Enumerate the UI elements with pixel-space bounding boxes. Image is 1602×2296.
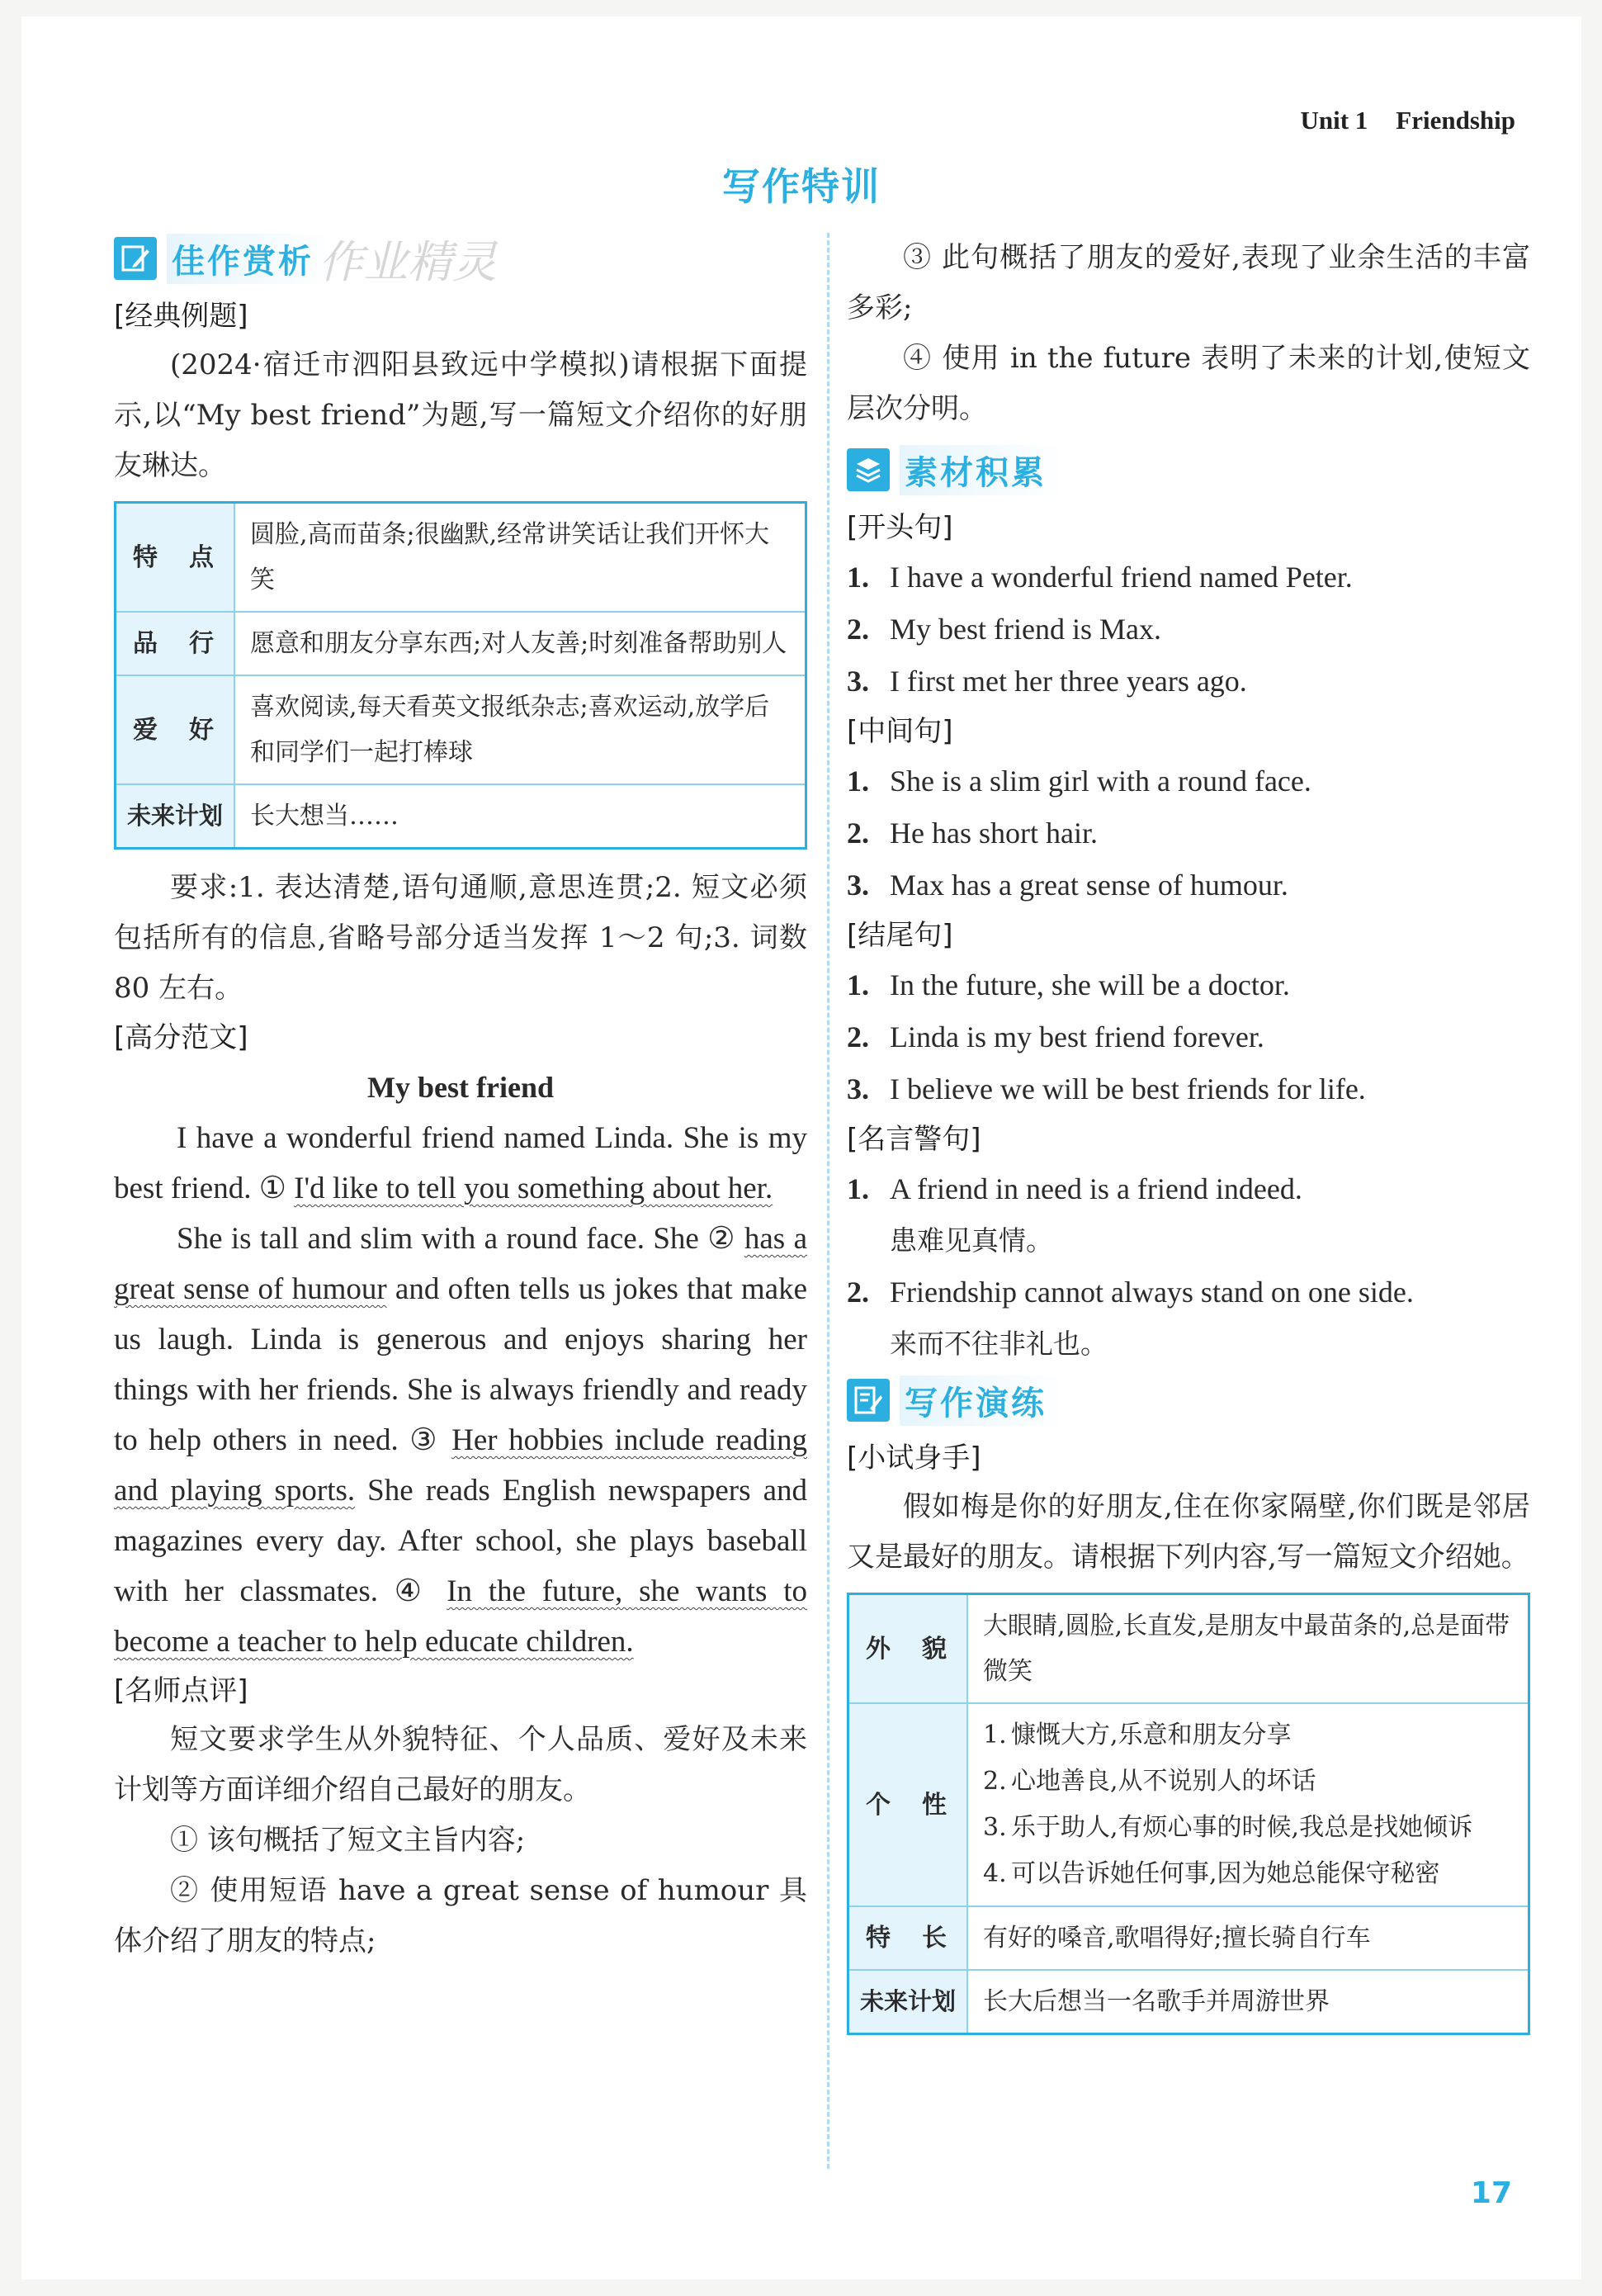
section-header-materials [847, 444, 1530, 495]
item-number: 1. [847, 561, 869, 594]
comment-point: ② 使用短语 have a great sense of humour 具体介绍了朋友的特点; [114, 1874, 807, 1958]
quote-translation: 患难见真情。 [890, 1224, 1053, 1257]
table-row [116, 503, 806, 613]
group-label: [名言警句] [847, 1123, 981, 1156]
trait-text: 慷慨大方,乐意和朋友分享 [1011, 1721, 1292, 1749]
highlighted-sentence: In the future, she wants to become a teacher to help educate children. [114, 1574, 807, 1659]
table-row [848, 1906, 1529, 1970]
list-item [847, 1266, 1530, 1318]
row-value [967, 1703, 1529, 1906]
highlighted-sentence: Her hobbies include reading and playing sports. [114, 1423, 808, 1508]
list-item [847, 959, 1530, 1011]
model-label: [高分范文] [114, 1021, 248, 1054]
item-text: I first met her three years ago. [890, 665, 1247, 698]
writing-practice-icon [847, 1379, 890, 1422]
practice-prompt: 假如梅是你的好朋友,住在你家隔壁,你们既是邻居又是最好的朋友。请根据下列内容,写一篇短文介绍她。 [847, 1490, 1530, 1574]
item-text: I believe we will be best friends for life. [890, 1072, 1366, 1105]
table-row [848, 1703, 1529, 1906]
left-column [114, 233, 807, 1967]
trait-text: 可以告诉她任何事,因为她总能保守秘密 [1011, 1859, 1440, 1888]
item-number: 3. [847, 1072, 869, 1105]
section-header-practice [847, 1375, 1530, 1426]
trait-text: 乐于助人,有烦心事的时候,我总是找她倾诉 [1011, 1813, 1473, 1842]
section-title: 素材积累 [900, 445, 1066, 495]
item-text: Friendship cannot always stand on one side. [890, 1276, 1414, 1309]
pencil-icon [114, 237, 157, 280]
comment-point: ① 该句概括了短文主旨内容; [170, 1824, 526, 1857]
highlighted-phrase: has a great sense of humour [114, 1222, 807, 1306]
list-item [847, 1163, 1530, 1215]
item-number: 3. [847, 869, 869, 902]
item-text: Max has a great sense of humour. [890, 869, 1288, 902]
item-text: A friend in need is a friend indeed. [890, 1172, 1302, 1205]
row-value: 喜欢阅读,每天看英文报纸杂志;喜欢运动,放学后和同学们一起打棒球 [234, 675, 806, 784]
requirements: 要求:1. 表达清楚,语句通顺,意思连贯;2. 短文必须包括所有的信息,省略号部分适当发挥 1～2 句;3. 词数 80 左右。 [114, 871, 807, 1005]
essay-paragraph-1 [114, 1113, 807, 1214]
list-item [847, 1063, 1530, 1115]
essay-title: My best friend [367, 1071, 554, 1104]
example-label: [经典例题] [114, 300, 248, 333]
unit-topic: Friendship [1396, 106, 1515, 135]
quotes-group [847, 1115, 1530, 1370]
section-title: 佳作赏析 [167, 234, 333, 284]
group-label: [中间句] [847, 715, 953, 748]
row-label: 爱 好 [116, 675, 235, 784]
row-value: 圆脸,高而苗条;很幽默,经常讲笑话让我们开怀大笑 [234, 503, 806, 613]
item-number: 2. [847, 1020, 869, 1053]
essay-text: and often tells us jokes that make us laugh. Linda is generous and enjoys sharing her things with her friends. She is always friendly and ready to help others in need. ③ [114, 1272, 808, 1457]
table-row [116, 784, 806, 849]
item-text: My best friend is Max. [890, 613, 1161, 646]
row-label: 特 长 [848, 1906, 968, 1970]
trait-text: 心地善良,从不说别人的坏话 [1011, 1767, 1316, 1796]
comment-label: [名师点评] [114, 1674, 248, 1707]
essay-paragraph-2 [114, 1214, 807, 1667]
item-number: 1. [847, 765, 869, 798]
list-item [847, 656, 1530, 708]
list-item [847, 859, 1530, 911]
page-title: 写作特训 [722, 164, 881, 209]
stack-icon [847, 448, 890, 491]
watermark: 作业精灵 [319, 235, 497, 288]
list-item [847, 807, 1530, 859]
section-header-appreciation [114, 233, 807, 288]
section-title: 写作演练 [900, 1375, 1066, 1426]
row-label: 特 点 [116, 503, 235, 613]
running-header [1300, 106, 1515, 135]
column-divider [827, 233, 829, 2169]
trait-item [983, 1805, 1513, 1851]
page-number: 17 [1470, 2176, 1512, 2210]
friend-info-table [114, 501, 807, 850]
item-text: In the future, she will be a doctor. [890, 968, 1290, 1001]
trait-number: 1. [983, 1721, 1007, 1749]
unit-label: Unit 1 [1300, 106, 1368, 135]
essay-text: She is tall and slim with a round face. She ② [177, 1222, 744, 1256]
row-label: 品 行 [116, 612, 235, 675]
row-value: 愿意和朋友分享东西;对人友善;时刻准备帮助别人 [234, 612, 806, 675]
item-text: He has short hair. [890, 817, 1098, 850]
row-label: 个 性 [848, 1703, 968, 1906]
trait-number: 3. [983, 1813, 1007, 1842]
item-number: 2. [847, 1276, 869, 1309]
row-label: 外 貌 [848, 1594, 968, 1704]
page [21, 17, 1581, 2279]
item-number: 2. [847, 613, 869, 646]
sentence-group-ending [847, 911, 1530, 1115]
list-item [847, 1011, 1530, 1063]
comment-point: ③ 此句概括了朋友的爱好,表现了业余生活的丰富多彩; [847, 241, 1530, 324]
highlighted-sentence: I'd like to tell you something about her. [294, 1172, 773, 1205]
item-number: 1. [847, 1172, 869, 1205]
item-number: 3. [847, 665, 869, 698]
trait-number: 4. [983, 1859, 1007, 1888]
trait-item [983, 1851, 1513, 1897]
practice-label: [小试身手] [847, 1442, 981, 1475]
trait-item [983, 1759, 1513, 1805]
row-label: 未来计划 [116, 784, 235, 849]
list-item [847, 604, 1530, 656]
sentence-group-opening [847, 504, 1530, 708]
sentence-group-middle [847, 708, 1530, 911]
group-label: [开头句] [847, 511, 953, 544]
quote-translation: 来而不往非礼也。 [890, 1328, 1108, 1360]
table-row [116, 612, 806, 675]
table-row [848, 1594, 1529, 1704]
trait-number: 2. [983, 1767, 1007, 1796]
row-value: 大眼睛,圆脸,长直发,是朋友中最苗条的,总是面带微笑 [967, 1594, 1529, 1704]
table-row [848, 1970, 1529, 2034]
comment-intro: 短文要求学生从外貌特征、个人品质、爱好及未来计划等方面详细介绍自己最好的朋友。 [114, 1723, 807, 1806]
item-text: Linda is my best friend forever. [890, 1020, 1264, 1053]
item-text: I have a wonderful friend named Peter. [890, 561, 1353, 594]
item-number: 1. [847, 968, 869, 1001]
list-item [847, 755, 1530, 807]
right-column [847, 233, 1530, 2048]
essay-text: She reads English newspapers and magazines every day. After school, she plays baseball with her classmates. ④ [114, 1474, 807, 1608]
table-row [116, 675, 806, 784]
mei-info-table [847, 1593, 1530, 2035]
example-prompt: (2024·宿迁市泗阳县致远中学模拟)请根据下面提示,以“My best friend”为题,写一篇短文介绍你的好朋友琳达。 [114, 348, 807, 482]
group-label: [结尾句] [847, 919, 953, 952]
essay-text: I have a wonderful friend named Linda. She is my best friend. ① [114, 1121, 807, 1205]
comment-point: ④ 使用 in the future 表明了未来的计划,使短文层次分明。 [847, 342, 1530, 425]
list-item [847, 552, 1530, 604]
row-label: 未来计划 [848, 1970, 968, 2034]
item-number: 2. [847, 817, 869, 850]
row-value: 有好的嗓音,歌唱得好;擅长骑自行车 [967, 1906, 1529, 1970]
row-value: 长大想当…… [234, 784, 806, 849]
trait-item [983, 1712, 1513, 1759]
row-value: 长大后想当一名歌手并周游世界 [967, 1970, 1529, 2034]
item-text: She is a slim girl with a round face. [890, 765, 1311, 798]
